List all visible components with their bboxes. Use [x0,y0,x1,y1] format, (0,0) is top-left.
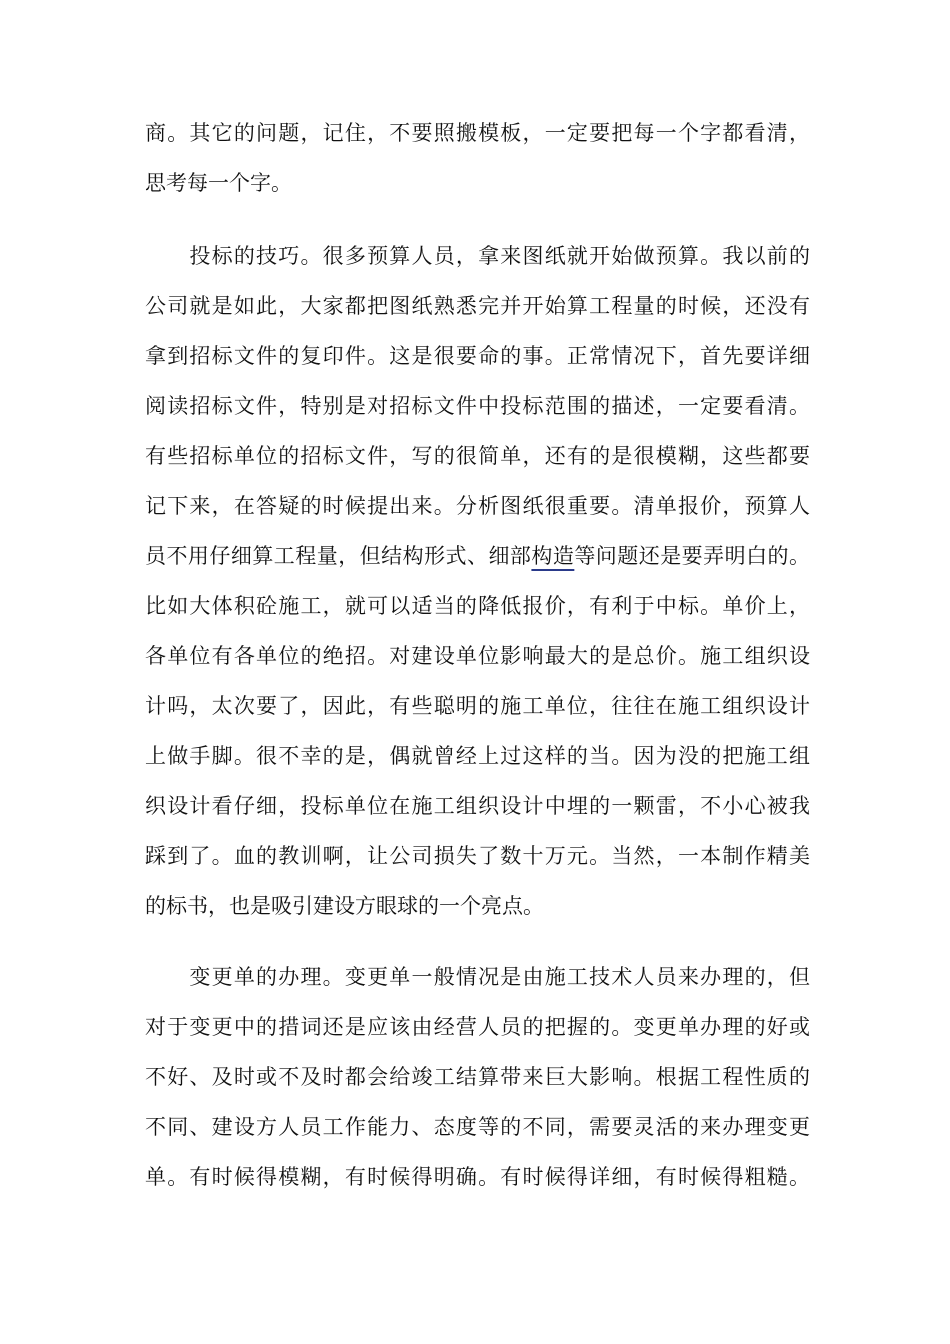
text-line: 阅读招标文件，特别是对招标文件中投标范围的描述，一定要看清。 [145,394,810,418]
text-line: 织设计看仔细，投标单位在施工组织设计中埋的一颗雷，不小心被我 [145,794,810,818]
paragraph-2 [145,231,810,931]
text-line: 公司就是如此，大家都把图纸熟悉完并开始算工程量的时候，还没有 [145,294,810,318]
text-segment: 员不用仔细算工程量，但结构形式、细部 [145,544,532,568]
text-line: 比如大体积砼施工，就可以适当的降低报价，有利于中标。单价上， [145,594,810,618]
underlined-word: 构造 [531,544,575,568]
text-line [145,531,810,581]
text-line: 对于变更中的措词还是应该由经营人员的把握的。变更单办理的好或 [145,1015,810,1039]
text-line: 变更单的办理。变更单一般情况是由施工技术人员来办理的，但 [145,965,810,989]
text-line: 不同、建设方人员工作能力、态度等的不同，需要灵活的来办理变更 [145,1115,810,1139]
paragraph-3 [145,952,810,1202]
text-line: 计吗，太次要了，因此，有些聪明的施工单位，往往在施工组织设计 [145,694,810,718]
text-line: 投标的技巧。很多预算人员，拿来图纸就开始做预算。我以前的 [145,244,810,268]
text-line: 上做手脚。很不幸的是，偶就曾经上过这样的当。因为没的把施工组 [145,744,810,768]
text-line: 不好、及时或不及时都会给竣工结算带来巨大影响。根据工程性质的 [145,1065,810,1089]
text-line: 记下来，在答疑的时候提出来。分析图纸很重要。清单报价，预算人 [145,494,810,518]
text-segment: 等问题还是要弄明白的。 [574,544,811,568]
text-line: 拿到招标文件的复印件。这是很要命的事。正常情况下，首先要详细 [145,344,810,368]
text-line: 各单位有各单位的绝招。对建设单位影响最大的是总价。施工组织设 [145,644,810,668]
text-line: 单。有时候得模糊，有时候得明确。有时候得详细，有时候得粗糙。 [145,1165,810,1189]
text-line: 有些招标单位的招标文件，写的很简单，还有的是很模糊，这些都要 [145,444,810,468]
text-line: 商。其它的问题，记住，不要照搬模板，一定要把每一个字都看清， [145,121,810,145]
text-line: 思考每一个字。 [145,171,292,195]
text-line: 踩到了。血的教训啊，让公司损失了数十万元。当然，一本制作精美 [145,844,810,868]
text-line: 的标书，也是吸引建设方眼球的一个亮点。 [145,894,544,918]
paragraph-1 [145,108,810,208]
